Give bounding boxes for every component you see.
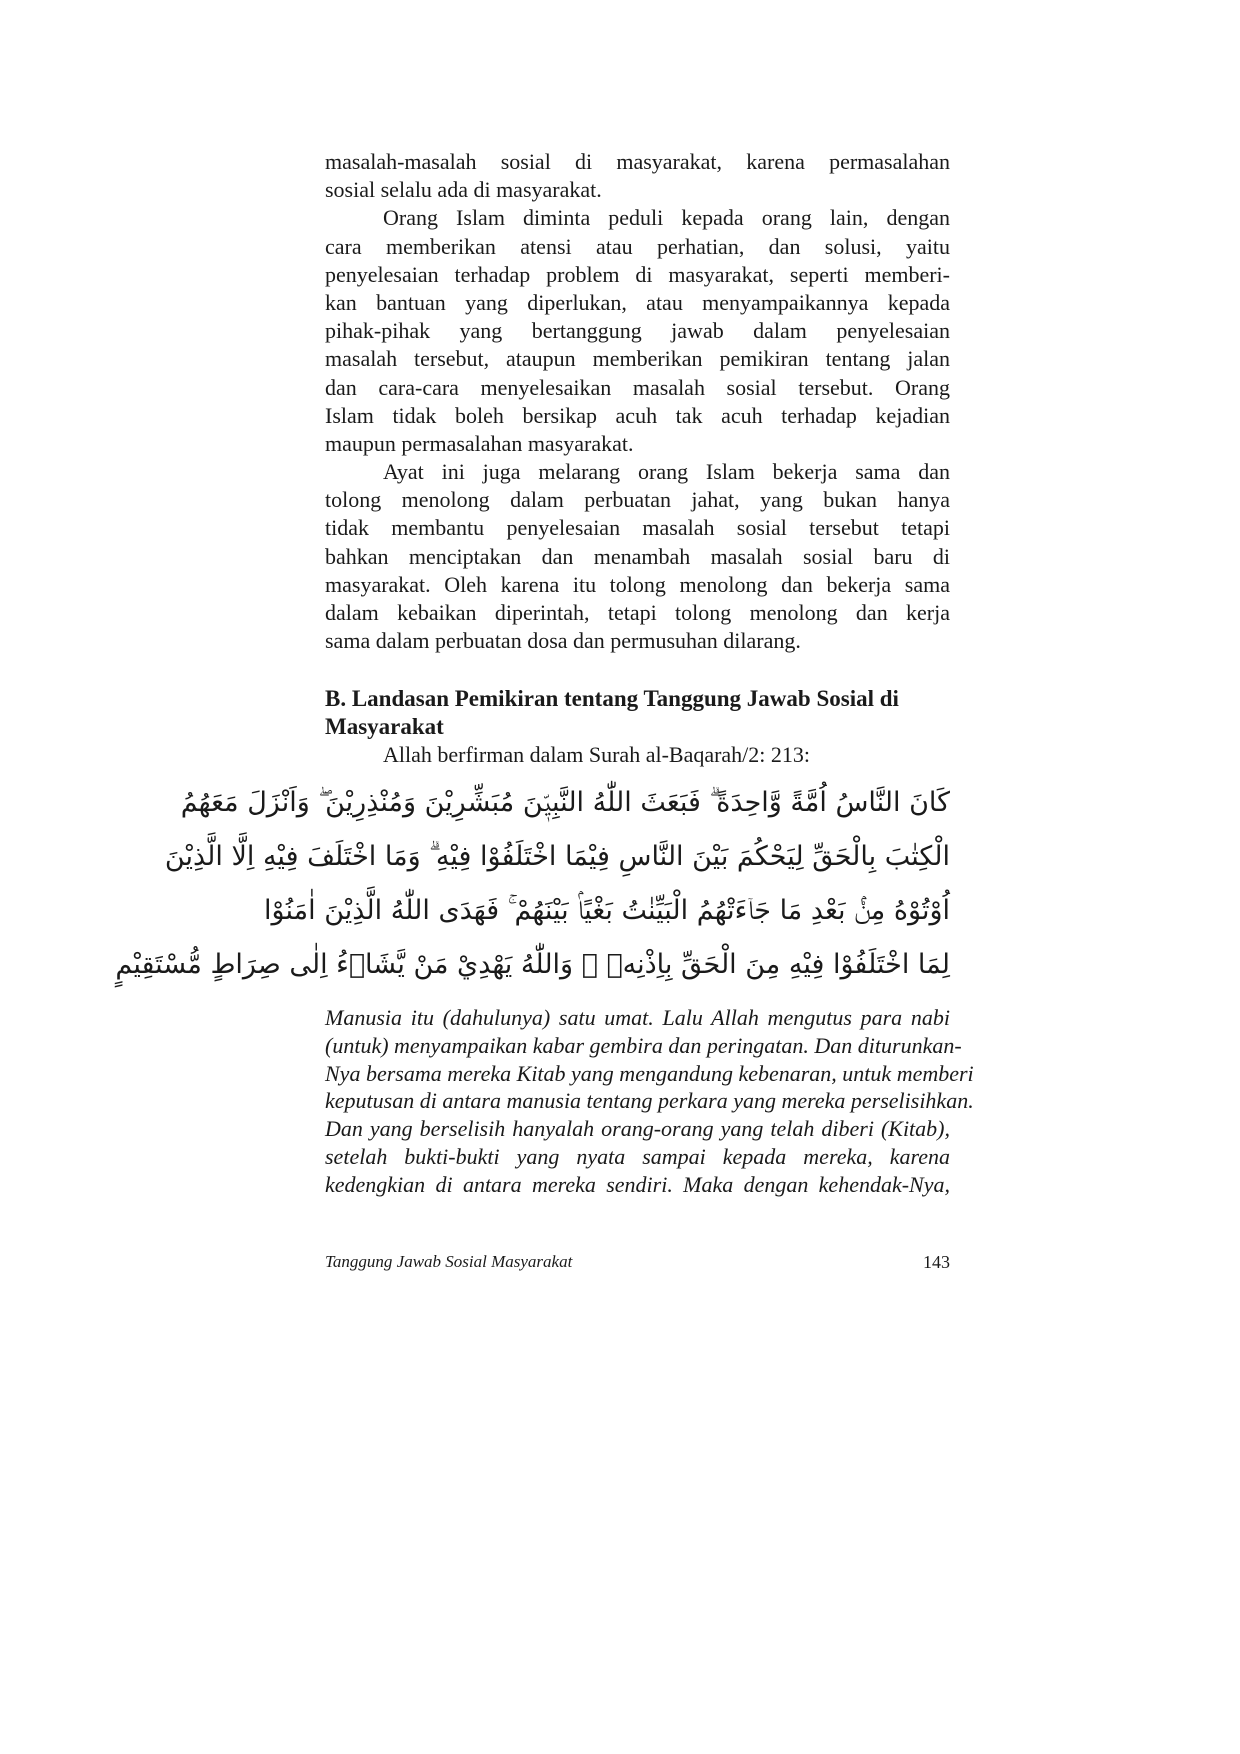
translation-line: (untuk) menyampaikan kabar gembira dan peringatan. Dan diturunkan- bbox=[325, 1032, 962, 1058]
arabic-line: كَانَ النَّاسُ اُمَّةً وَّاحِدَةً ۗ فَبَعَثَ اللّٰهُ النَّبِيّٖنَ مُبَشِّرِيْنَ وَمُنْذِرِيْنَ ۖ وَاَنْزَلَ مَعَهُمُ bbox=[180, 787, 950, 818]
body-line: cara memberikan atensi atau perhatian, dan solusi, yaitu bbox=[325, 233, 950, 259]
translation-line: Manusia itu (dahulunya) satu umat. Lalu Allah mengutus para nabi bbox=[325, 1005, 950, 1030]
body-line: bahkan menciptakan dan menambah masalah sosial baru di bbox=[325, 543, 950, 569]
body-line: Islam tidak boleh bersikap acuh tak acuh terhadap kejadian bbox=[325, 402, 950, 428]
body-line: tidak membantu penyelesaian masalah sosial tersebut tetapi bbox=[325, 515, 950, 541]
section-heading bbox=[325, 685, 950, 741]
translation-line: Dan yang berselisih hanyalah orang-orang yang telah diberi (Kitab), bbox=[325, 1116, 950, 1142]
verse-intro: Allah berfirman dalam Surah al-Baqarah/2: 213: bbox=[383, 742, 811, 767]
verse-translation bbox=[325, 1004, 974, 1199]
section-heading-line: B. Landasan Pemikiran tentang Tanggung Jawab Sosial di bbox=[325, 686, 899, 711]
body-text bbox=[325, 148, 950, 655]
translation-line: keputusan di antara manusia tentang perkara yang mereka perselisihkan. bbox=[325, 1088, 974, 1114]
body-line: dan cara-cara menyelesaikan masalah sosial tersebut. Orang bbox=[325, 374, 950, 400]
body-line: sama dalam perbuatan dosa dan permusuhan dilarang. bbox=[325, 628, 801, 654]
arabic-line: الْكِتٰبَ بِالْحَقِّ لِيَحْكُمَ بَيْنَ النَّاسِ فِيْمَا اخْتَلَفُوْا فِيْهِ ۗ وَمَا اخْتَلَفَ فِيْهِ اِلَّا الَّذِيْنَ bbox=[164, 841, 950, 872]
body-line: sosial selalu ada di masyarakat. bbox=[325, 177, 602, 203]
body-line: pihak-pihak yang bertanggung jawab dalam penyelesaian bbox=[325, 318, 950, 344]
page-number: 143 bbox=[923, 1252, 950, 1272]
body-line: Orang Islam diminta peduli kepada orang lain, dengan bbox=[383, 205, 950, 231]
running-footer-title: Tanggung Jawab Sosial Masyarakat bbox=[325, 1252, 573, 1271]
body-line: maupun permasalahan masyarakat. bbox=[325, 430, 634, 456]
body-line: penyelesaian terhadap problem di masyarakat, seperti memberi- bbox=[325, 261, 950, 287]
body-line: tolong menolong dalam perbuatan jahat, yang bukan hanya bbox=[325, 487, 950, 513]
page-footer bbox=[325, 1252, 950, 1273]
section-heading-line: Masyarakat bbox=[325, 714, 444, 739]
body-line: masalah-masalah sosial di masyarakat, karena permasalahan bbox=[325, 149, 950, 174]
body-line: masalah tersebut, ataupun memberikan pemikiran tentang jalan bbox=[325, 346, 950, 372]
translation-line: setelah bukti-bukti yang nyata sampai kepada mereka, karena bbox=[325, 1143, 950, 1169]
body-line: Ayat ini juga melarang orang Islam bekerja sama dan bbox=[383, 459, 950, 485]
body-line: masyarakat. Oleh karena itu tolong menolong dan bekerja sama bbox=[325, 571, 950, 597]
arabic-line: لِمَا اخْتَلَفُوْا فِيْهِ مِنَ الْحَقِّ بِاِذْنِهٖ ۗ وَاللّٰهُ يَهْدِيْ مَنْ يَّشَاۤءُ اِلٰى صِرَاطٍ مُّسْتَقِيْمٍ bbox=[115, 949, 950, 980]
arabic-line: اُوْتُوْهُ مِنْۢ بَعْدِ مَا جَاۤءَتْهُمُ الْبَيِّنٰتُ بَغْيًاۢ بَيْنَهُمْ ۚ فَهَدَى اللّٰهُ الَّذِيْنَ اٰمَنُوْا bbox=[264, 895, 950, 926]
arabic-verse bbox=[115, 776, 950, 992]
translation-line: Nya bersama mereka Kitab yang mengandung kebenaran, untuk memberi bbox=[325, 1060, 974, 1086]
translation-line: kedengkian di antara mereka sendiri. Maka dengan kehendak-Nya, bbox=[325, 1171, 950, 1197]
body-line: kan bantuan yang diperlukan, atau menyampaikannya kepada bbox=[325, 289, 950, 315]
body-line: dalam kebaikan diperintah, tetapi tolong menolong dan kerja bbox=[325, 600, 950, 625]
